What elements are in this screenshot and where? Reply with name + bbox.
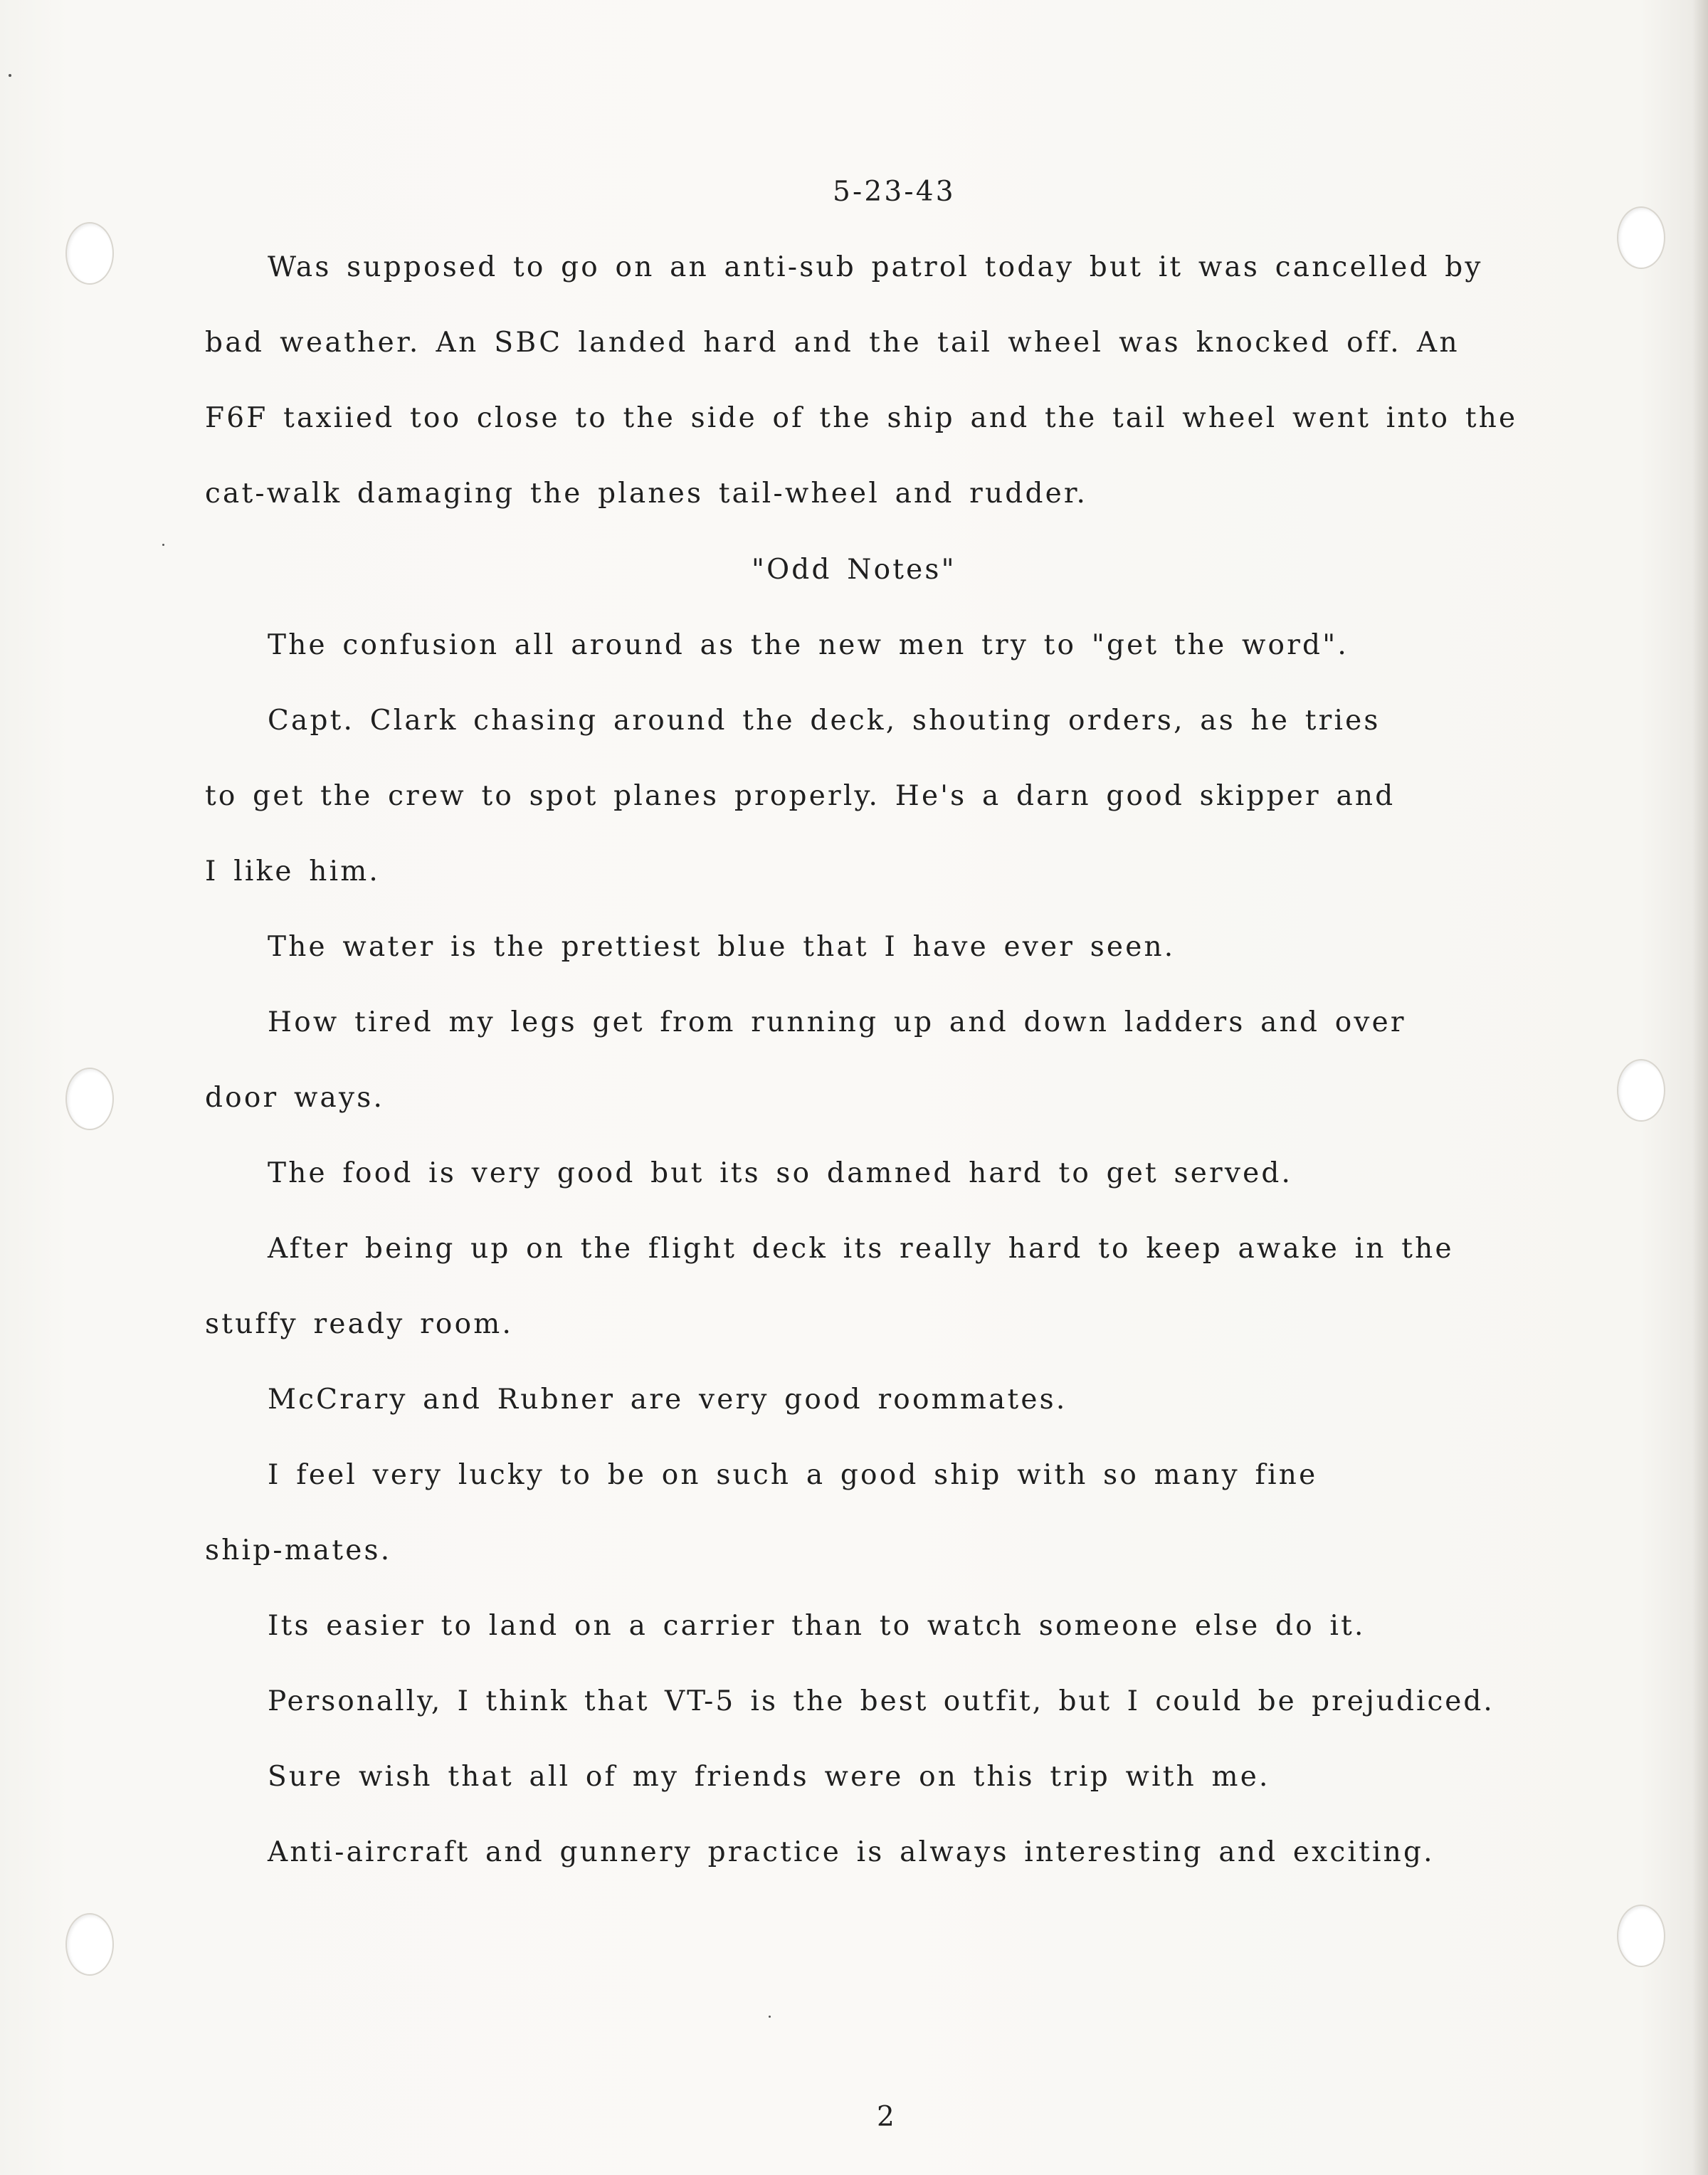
punch-hole-left-bottom (65, 1913, 114, 1976)
punch-hole-left-middle (65, 1068, 114, 1130)
note-line: door ways. (205, 1082, 385, 1114)
note-line: Anti-aircraft and gunnery practice is always interesting and exciting. (268, 1836, 1435, 1868)
diary-date: 5-23-43 (833, 176, 956, 208)
paragraph-line: Was supposed to go on an anti-sub patrol today but it was cancelled by (268, 251, 1483, 283)
punch-hole-right-top (1617, 206, 1665, 269)
note-line: Capt. Clark chasing around the deck, shouting orders, as he tries (268, 705, 1381, 737)
note-line: How tired my legs get from running up and down ladders and over (268, 1006, 1406, 1038)
paragraph-line: bad weather. An SBC landed hard and the tail wheel was knocked off. An (205, 327, 1460, 359)
note-line: Personally, I think that VT-5 is the best outfit, but I could be prejudiced. (268, 1685, 1494, 1717)
note-line: I feel very lucky to be on such a good ship with so many fine (268, 1459, 1318, 1491)
paragraph-line: F6F taxiied too close to the side of the ship and the tail wheel went into the (205, 402, 1518, 434)
note-line: ship-mates. (205, 1534, 392, 1566)
punch-hole-right-bottom (1617, 1905, 1665, 1967)
note-line: McCrary and Rubner are very good roommates. (268, 1384, 1068, 1416)
paper-speck (769, 2016, 771, 2018)
note-line: stuffy ready room. (205, 1308, 514, 1340)
note-line: to get the crew to spot planes properly. He's a darn good skipper and (205, 780, 1396, 812)
paragraph-line: cat-walk damaging the planes tail-wheel and rudder. (205, 478, 1088, 510)
section-title: "Odd Notes" (752, 554, 956, 586)
paper-speck (9, 74, 11, 77)
note-line: After being up on the flight deck its really hard to keep awake in the (268, 1233, 1454, 1265)
note-line: The confusion all around as the new men try to "get the word". (268, 629, 1349, 661)
note-line: The water is the prettiest blue that I have ever seen. (268, 931, 1176, 963)
note-line: The food is very good but its so damned hard to get served. (268, 1157, 1293, 1189)
note-line: Its easier to land on a carrier than to watch someone else do it. (268, 1610, 1366, 1642)
page-number: 2 (877, 2101, 897, 2133)
paper-speck (162, 544, 164, 546)
punch-hole-left-top (65, 222, 114, 285)
note-line: Sure wish that all of my friends were on this trip with me. (268, 1761, 1270, 1793)
note-line: I like him. (205, 855, 381, 888)
page-edge-shadow (1692, 0, 1708, 2175)
punch-hole-right-middle (1617, 1059, 1665, 1122)
